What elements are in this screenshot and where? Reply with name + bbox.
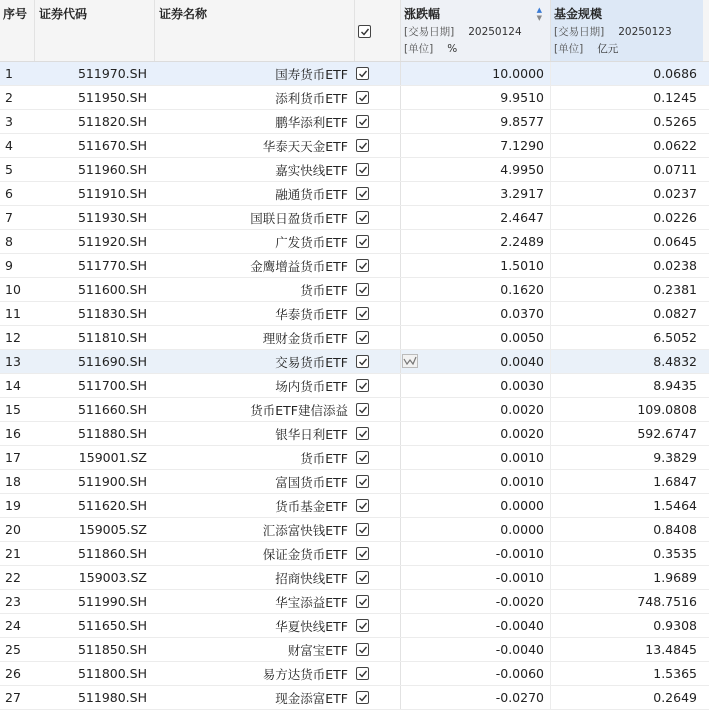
cell-scale: 0.2649	[653, 690, 697, 705]
table-row[interactable]	[0, 374, 709, 398]
cell-checkbox[interactable]	[355, 326, 401, 349]
cell-code: 511950.SH	[77, 90, 147, 105]
cell-seq: 5	[5, 162, 13, 177]
header-seq[interactable]: 序号	[0, 0, 35, 61]
table-row[interactable]	[0, 446, 709, 470]
cell-change: 3.2917	[401, 182, 551, 205]
cell-change: -0.0040	[401, 638, 551, 661]
cell-change: 2.4647	[401, 206, 551, 229]
cell-name: 货币基金ETF	[275, 498, 348, 514]
cell-code: 511920.SH	[77, 234, 147, 249]
cell-name: 现金添富ETF	[275, 690, 348, 706]
select-all-checkbox[interactable]	[358, 25, 371, 38]
cell-name: 华夏快线ETF	[275, 618, 348, 634]
check-icon	[358, 381, 368, 391]
table-row[interactable]	[0, 494, 709, 518]
table-row[interactable]	[0, 614, 709, 638]
cell-scale: 1.5365	[653, 666, 697, 681]
cell-scale: 0.0238	[653, 258, 697, 273]
cell-code: 511960.SH	[77, 162, 147, 177]
cell-checkbox[interactable]	[355, 110, 401, 133]
cell-name: 鹏华添利ETF	[275, 114, 348, 130]
table-row[interactable]	[0, 86, 709, 110]
table-row[interactable]	[0, 638, 709, 662]
cell-change: 0.0000	[401, 494, 551, 517]
header-scale-title: 基金规模	[554, 7, 603, 21]
cell-seq: 7	[5, 210, 13, 225]
cell-change: 0.0020	[401, 422, 551, 445]
cell-change: -0.0060	[401, 662, 551, 685]
cell-seq: 17	[5, 450, 21, 465]
cell-change: 0.1620	[401, 278, 551, 301]
row-checkbox[interactable]	[356, 571, 369, 584]
row-checkbox[interactable]	[356, 691, 369, 704]
cell-seq: 13	[5, 354, 21, 369]
check-icon	[358, 141, 368, 151]
cell-change: 0.0370	[401, 302, 551, 325]
cell-change: 9.8577	[401, 110, 551, 133]
cell-seq: 14	[5, 378, 21, 393]
check-icon	[358, 189, 368, 199]
cell-name: 富国货币ETF	[275, 474, 348, 490]
row-checkbox[interactable]	[356, 211, 369, 224]
row-checkbox[interactable]	[356, 643, 369, 656]
row-checkbox[interactable]	[356, 451, 369, 464]
cell-change: 4.9950	[401, 158, 551, 181]
cell-checkbox[interactable]	[355, 86, 401, 109]
cell-change: 0.0040	[401, 350, 551, 373]
row-checkbox[interactable]	[356, 139, 369, 152]
cell-scale: 13.4845	[645, 642, 697, 657]
cell-code: 511980.SH	[77, 690, 147, 705]
cell-scale: 0.8408	[653, 522, 697, 537]
cell-checkbox[interactable]	[355, 350, 401, 373]
cell-scale: 0.9308	[653, 618, 697, 633]
cell-name: 货币ETF建信添益	[250, 402, 348, 418]
cell-checkbox[interactable]	[355, 590, 401, 613]
cell-seq: 12	[5, 330, 21, 345]
check-icon	[358, 621, 368, 631]
grid-body	[0, 62, 709, 710]
header-select-all[interactable]	[355, 0, 401, 61]
cell-scale: 1.9689	[653, 570, 697, 585]
check-icon	[360, 27, 370, 37]
table-row[interactable]	[0, 590, 709, 614]
check-icon	[358, 237, 368, 247]
check-icon	[358, 357, 368, 367]
cell-checkbox[interactable]	[355, 686, 401, 709]
header-change[interactable]	[401, 0, 551, 61]
cell-checkbox[interactable]	[355, 230, 401, 253]
cell-scale: 0.0686	[653, 66, 697, 81]
cell-checkbox[interactable]	[355, 278, 401, 301]
cell-change: 7.1290	[401, 134, 551, 157]
cell-name: 添利货币ETF	[275, 90, 348, 106]
mini-chart-icon[interactable]	[402, 354, 418, 368]
cell-name: 招商快线ETF	[275, 570, 348, 586]
row-checkbox[interactable]	[356, 499, 369, 512]
table-row[interactable]	[0, 662, 709, 686]
cell-checkbox[interactable]	[355, 158, 401, 181]
cell-scale: 0.0711	[653, 162, 697, 177]
cell-seq: 4	[5, 138, 13, 153]
cell-change: 0.0020	[401, 398, 551, 421]
check-icon	[358, 117, 368, 127]
check-icon	[358, 309, 368, 319]
header-code[interactable]: 证券代码	[35, 0, 155, 61]
cell-name: 华泰天天金ETF	[262, 138, 348, 154]
cell-checkbox[interactable]	[355, 134, 401, 157]
table-row[interactable]	[0, 134, 709, 158]
cell-checkbox[interactable]	[355, 614, 401, 637]
cell-code: 159001.SZ	[78, 450, 147, 465]
row-checkbox[interactable]	[356, 307, 369, 320]
row-checkbox[interactable]	[356, 67, 369, 80]
cell-seq: 25	[5, 642, 21, 657]
row-checkbox[interactable]	[356, 115, 369, 128]
cell-scale: 0.0226	[653, 210, 697, 225]
cell-name: 场内货币ETF	[275, 378, 348, 394]
cell-seq: 22	[5, 570, 21, 585]
cell-code: 511620.SH	[77, 498, 147, 513]
check-icon	[358, 525, 368, 535]
cell-code: 159005.SZ	[78, 522, 147, 537]
cell-checkbox[interactable]	[355, 374, 401, 397]
check-icon	[358, 165, 368, 175]
table-row[interactable]	[0, 110, 709, 134]
cell-seq: 11	[5, 306, 21, 321]
cell-scale: 748.7516	[637, 594, 697, 609]
cell-seq: 24	[5, 618, 21, 633]
header-change-unit: [单位] %	[404, 43, 458, 55]
row-checkbox[interactable]	[356, 379, 369, 392]
cell-checkbox[interactable]	[355, 518, 401, 541]
check-icon	[358, 261, 368, 271]
check-icon	[358, 549, 368, 559]
row-checkbox[interactable]	[356, 523, 369, 536]
cell-code: 511690.SH	[77, 354, 147, 369]
table-row[interactable]	[0, 62, 709, 86]
table-row[interactable]	[0, 686, 709, 710]
row-checkbox[interactable]	[356, 187, 369, 200]
table-row[interactable]	[0, 206, 709, 230]
cell-seq: 26	[5, 666, 21, 681]
check-icon	[358, 597, 368, 607]
cell-scale: 8.9435	[653, 378, 697, 393]
cell-scale: 592.6747	[637, 426, 697, 441]
cell-seq: 23	[5, 594, 21, 609]
cell-checkbox[interactable]	[355, 182, 401, 205]
cell-code: 511930.SH	[77, 210, 147, 225]
cell-checkbox[interactable]	[355, 62, 401, 85]
cell-checkbox[interactable]	[355, 662, 401, 685]
cell-code: 511660.SH	[77, 402, 147, 417]
cell-code: 511860.SH	[77, 546, 147, 561]
cell-code: 511880.SH	[77, 426, 147, 441]
cell-checkbox[interactable]	[355, 398, 401, 421]
table-row[interactable]	[0, 230, 709, 254]
cell-scale: 1.5464	[653, 498, 697, 513]
cell-checkbox[interactable]	[355, 566, 401, 589]
cell-seq: 15	[5, 402, 21, 417]
cell-change: -0.0010	[401, 542, 551, 565]
cell-scale: 0.0645	[653, 234, 697, 249]
cell-seq: 10	[5, 282, 21, 297]
row-checkbox[interactable]	[356, 259, 369, 272]
header-name[interactable]: 证券名称	[155, 0, 355, 61]
cell-code: 511600.SH	[77, 282, 147, 297]
cell-seq: 6	[5, 186, 13, 201]
cell-name: 理财金货币ETF	[262, 330, 348, 346]
table-row[interactable]	[0, 470, 709, 494]
header-scale-date: [交易日期] 20250123	[554, 26, 672, 38]
cell-seq: 21	[5, 546, 21, 561]
cell-change: 0.0010	[401, 470, 551, 493]
table-row[interactable]	[0, 302, 709, 326]
cell-checkbox[interactable]	[355, 542, 401, 565]
cell-name: 国寿货币ETF	[275, 66, 348, 82]
cell-change: 9.9510	[401, 86, 551, 109]
cell-checkbox[interactable]	[355, 494, 401, 517]
cell-name: 汇添富快钱ETF	[262, 522, 348, 538]
cell-name: 财富宝ETF	[287, 642, 348, 658]
check-icon	[358, 69, 368, 79]
check-icon	[358, 693, 368, 703]
table-row[interactable]	[0, 518, 709, 542]
check-icon	[358, 213, 368, 223]
table-row[interactable]	[0, 422, 709, 446]
cell-code: 511700.SH	[77, 378, 147, 393]
cell-name: 华泰货币ETF	[275, 306, 348, 322]
cell-code: 511900.SH	[77, 474, 147, 489]
cell-code: 159003.SZ	[78, 570, 147, 585]
cell-change: 0.0010	[401, 446, 551, 469]
cell-scale: 0.5265	[653, 114, 697, 129]
cell-name: 广发货币ETF	[275, 234, 348, 250]
table-row[interactable]	[0, 158, 709, 182]
row-checkbox[interactable]	[356, 403, 369, 416]
row-checkbox[interactable]	[356, 619, 369, 632]
cell-seq: 16	[5, 426, 21, 441]
header-change-title: 涨跌幅	[404, 7, 441, 21]
cell-code: 511670.SH	[77, 138, 147, 153]
cell-name: 华宝添益ETF	[275, 594, 348, 610]
cell-checkbox[interactable]	[355, 470, 401, 493]
cell-name: 金鹰增益货币ETF	[250, 258, 348, 274]
cell-change: -0.0020	[401, 590, 551, 613]
cell-scale: 0.0237	[653, 186, 697, 201]
cell-change: -0.0040	[401, 614, 551, 637]
check-icon	[358, 429, 368, 439]
check-icon	[358, 501, 368, 511]
header-scale-unit: [单位] 亿元	[554, 43, 619, 55]
cell-seq: 9	[5, 258, 13, 273]
cell-checkbox[interactable]	[355, 446, 401, 469]
cell-code: 511910.SH	[77, 186, 147, 201]
row-checkbox[interactable]	[356, 283, 369, 296]
check-icon	[358, 285, 368, 295]
sort-icon[interactable]: ▲ ▼	[536, 6, 542, 22]
cell-name: 嘉实快线ETF	[275, 162, 348, 178]
table-row[interactable]	[0, 566, 709, 590]
cell-name: 国联日盈货币ETF	[250, 210, 348, 226]
cell-seq: 18	[5, 474, 21, 489]
cell-name: 易方达货币ETF	[262, 666, 348, 682]
cell-change: 0.0030	[401, 374, 551, 397]
row-checkbox[interactable]	[356, 331, 369, 344]
cell-checkbox[interactable]	[355, 206, 401, 229]
check-icon	[358, 405, 368, 415]
check-icon	[358, 453, 368, 463]
row-checkbox[interactable]	[356, 91, 369, 104]
cell-seq: 1	[5, 66, 13, 81]
cell-change: 10.0000	[401, 62, 551, 85]
cell-scale: 9.3829	[653, 450, 697, 465]
cell-seq: 27	[5, 690, 21, 705]
cell-change: 1.5010	[401, 254, 551, 277]
cell-scale: 8.4832	[653, 354, 697, 369]
row-checkbox[interactable]	[356, 595, 369, 608]
cell-scale: 0.1245	[653, 90, 697, 105]
cell-scale: 6.5052	[653, 330, 697, 345]
table-row[interactable]	[0, 278, 709, 302]
cell-code: 511990.SH	[77, 594, 147, 609]
row-checkbox[interactable]	[356, 163, 369, 176]
cell-name: 货币ETF	[300, 450, 348, 466]
cell-scale: 1.6847	[653, 474, 697, 489]
cell-name: 融通货币ETF	[275, 186, 348, 202]
row-checkbox[interactable]	[356, 235, 369, 248]
cell-code: 511810.SH	[77, 330, 147, 345]
cell-scale: 0.0827	[653, 306, 697, 321]
cell-code: 511820.SH	[77, 114, 147, 129]
cell-code: 511830.SH	[77, 306, 147, 321]
check-icon	[358, 333, 368, 343]
cell-scale: 0.0622	[653, 138, 697, 153]
table-row[interactable]	[0, 542, 709, 566]
table-row[interactable]	[0, 254, 709, 278]
header-change-date: [交易日期] 20250124	[404, 26, 522, 38]
cell-code: 511650.SH	[77, 618, 147, 633]
check-icon	[358, 645, 368, 655]
check-icon	[358, 669, 368, 679]
cell-name: 货币ETF	[300, 282, 348, 298]
table-row[interactable]	[0, 182, 709, 206]
cell-change: 0.0000	[401, 518, 551, 541]
grid-header	[0, 0, 709, 62]
cell-checkbox[interactable]	[355, 638, 401, 661]
cell-change: -0.0270	[401, 686, 551, 709]
table-row[interactable]	[0, 398, 709, 422]
cell-name: 交易货币ETF	[275, 354, 348, 370]
row-checkbox[interactable]	[356, 547, 369, 560]
check-icon	[358, 573, 368, 583]
row-checkbox[interactable]	[356, 667, 369, 680]
cell-seq: 20	[5, 522, 21, 537]
table-row[interactable]	[0, 326, 709, 350]
cell-code: 511850.SH	[77, 642, 147, 657]
cell-scale: 0.2381	[653, 282, 697, 297]
row-checkbox[interactable]	[356, 475, 369, 488]
table-row[interactable]	[0, 350, 709, 374]
row-checkbox[interactable]	[356, 427, 369, 440]
cell-change: -0.0010	[401, 566, 551, 589]
cell-change: 0.0050	[401, 326, 551, 349]
header-scale[interactable]	[551, 0, 703, 61]
cell-checkbox[interactable]	[355, 422, 401, 445]
cell-checkbox[interactable]	[355, 254, 401, 277]
cell-checkbox[interactable]	[355, 302, 401, 325]
cell-scale: 0.3535	[653, 546, 697, 561]
cell-change: 2.2489	[401, 230, 551, 253]
cell-code: 511970.SH	[77, 66, 147, 81]
cell-seq: 19	[5, 498, 21, 513]
row-checkbox[interactable]	[356, 355, 369, 368]
cell-seq: 8	[5, 234, 13, 249]
cell-seq: 3	[5, 114, 13, 129]
cell-seq: 2	[5, 90, 13, 105]
check-icon	[358, 93, 368, 103]
cell-name: 银华日利ETF	[275, 426, 348, 442]
cell-code: 511800.SH	[77, 666, 147, 681]
cell-name: 保证金货币ETF	[262, 546, 348, 562]
check-icon	[358, 477, 368, 487]
cell-scale: 109.0808	[637, 402, 697, 417]
cell-code: 511770.SH	[77, 258, 147, 273]
